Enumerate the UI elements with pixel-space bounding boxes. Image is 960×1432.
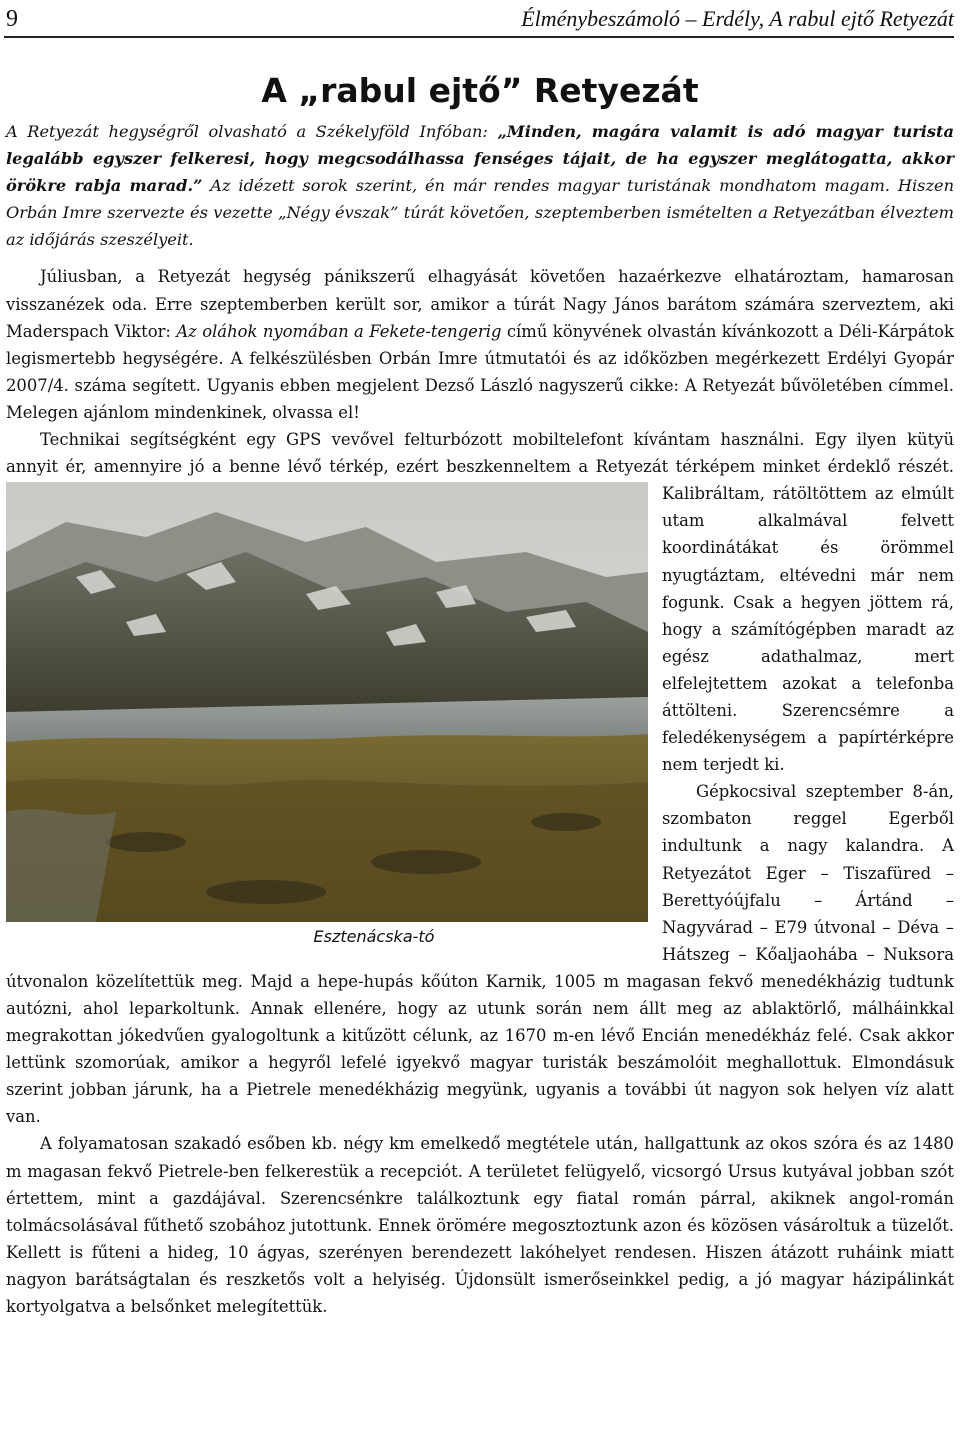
intro-text-continued: Az idézett sorok szerint, én már rendes magyar turistának mondhatom magam. Hiszen Orbán Imre szervezte és vezette „Négy évszak” túrát követően, szeptemberben ismételten a Retyezátban élveztem az időjárás szeszélyeit. bbox=[6, 176, 954, 250]
paragraph-july bbox=[6, 263, 954, 426]
running-title: Élménybeszámoló – Erdély, A rabul ejtő Retyezát bbox=[521, 6, 954, 31]
intro-quote: „Minden, magára valamit is adó magyar turista legalább egyszer felkeresi, hogy megcsodálhassa fenséges tájait, de ha egyszer meglátogatta, akkor örökre rabja marad.” bbox=[6, 122, 954, 196]
paragraph-text: Júliusban, a Retyezát hegység pánikszerű elhagyását követően hazaérkezve elhatároztam, hamarosan visszanézek oda. Erre szeptemberben került sor, amikor a túrát Nagy János barátom számára szerveztem, aki Maderspach Viktor: bbox=[6, 267, 954, 341]
paragraph-spacer bbox=[6, 253, 954, 263]
paragraph-text: Technikai segítségként egy GPS vevővel felturbózott mobiltelefont kívántam használni. Egy ilyen kütyü annyit ér, amennyire jó a benne lévő térkép, ezért beszkenneltem a Retyezát térképem minket érdeklő részét. Kalibráltam, rátöltöttem az elmúlt utam alkalmával felvett koordinátákat és örömmel nyugtáztam, eltévedni már nem fogunk. Csak a hegyen jöttem rá, hogy a számítógépben maradt az egész adathalmaz, mert elfelejtettem azokat a telefonba áttölteni. Szerencsémre a feledékenységem a papírtérképre nem terjedt ki. bbox=[6, 430, 954, 775]
photo-figure bbox=[6, 482, 648, 954]
paragraph-text-continued: című könyvének olvastán kívánkozott a Déli-Kárpátok legismertebb hegységére. A felkészülésben Orbán Imre útmutatói és az időközben megérkezett Erdélyi Gyopár 2007/4. száma segített. Ugyanis ebben megjelent Dezső László nagyszerű cikke: A Retyezát bűvöletében címmel. Melegen ajánlom mindenkinek, olvassa el! bbox=[6, 321, 954, 422]
photo-caption: Esztenácska-tó bbox=[313, 927, 435, 947]
lake-landscape-photo bbox=[6, 482, 648, 922]
page-number: 9 bbox=[6, 6, 18, 32]
paragraph-pietrele: A folyamatosan szakadó esőben kb. négy km emelkedő megtétele után, hallgattunk az okos szóra és az 1480 m magasan fekvő Pietrele-ben felkerestük a recepciót. A területet felügyelő, vicsorgó Ursus kutyával jobban szót értettem, mint a gazdájával. Szerencsénkre találkoztunk egy fiatal román párral, akiknek angol-román tolmácsolásával fűthető szobához jutottunk. Ennek örömére megosztoztunk azon és közösen vásároltuk a tüzelőt. Kellett is fűteni a hideg, 10 ágyas, szerényen berendezett lakóhelyet rendesen. Hiszen átázott ruháink miatt nagyon barátságtalan és reszketős volt a helyiség. Újdonsült ismerőseinkkel pedig, a jó magyar házipálinkát kortyolgatva a belsőnket melegítettük. bbox=[6, 1134, 954, 1317]
paragraph-gps bbox=[6, 426, 954, 947]
figure-holder bbox=[6, 426, 662, 964]
intro-paragraph bbox=[6, 118, 954, 253]
page-header bbox=[4, 2, 954, 38]
article-title: A „rabul ejtő” Retyezát bbox=[261, 71, 699, 111]
paragraph-travel: Gépkocsival szeptember 8-án, szombaton reggel Egerből indultunk a nagy kalandra. A Retyezátot Eger – Tiszafüred – Berettyóújfalu – Ártánd – Nagyvárad – E79 útvonal – Déva – Hátszeg – Kőaljaohába – Nuksora útvonalon közelítettük meg. Majd a hepe-hupás kőúton Karnik, 1005 m magasan fekvő menedékházig tudtunk autózni, ahol leparkoltunk. Annak ellenére, hogy az utunk során nem állt meg az ablaktörlő, málháinkkal megrakottan jókedvűen gyalogoltunk a kitűzött célunk, az 1670 m-en lévő Encián menedékház felé. Csak akkor lettünk szomorúak, amikor a hegyről lefelé igyekvő magyar turisták beszámolóit meghallottuk. Elmondásuk szerint jobban járunk, ha a Pietrele menedékházig megyünk, ugyanis a további út nagyon sok helyen víz alatt van. bbox=[6, 782, 954, 1127]
article-body bbox=[6, 118, 954, 1320]
intro-text: A Retyezát hegységről olvasható a Székelyföld Infóban: bbox=[6, 122, 498, 141]
book-title: Az oláhok nyomában a Fekete-tengerig bbox=[176, 321, 502, 341]
